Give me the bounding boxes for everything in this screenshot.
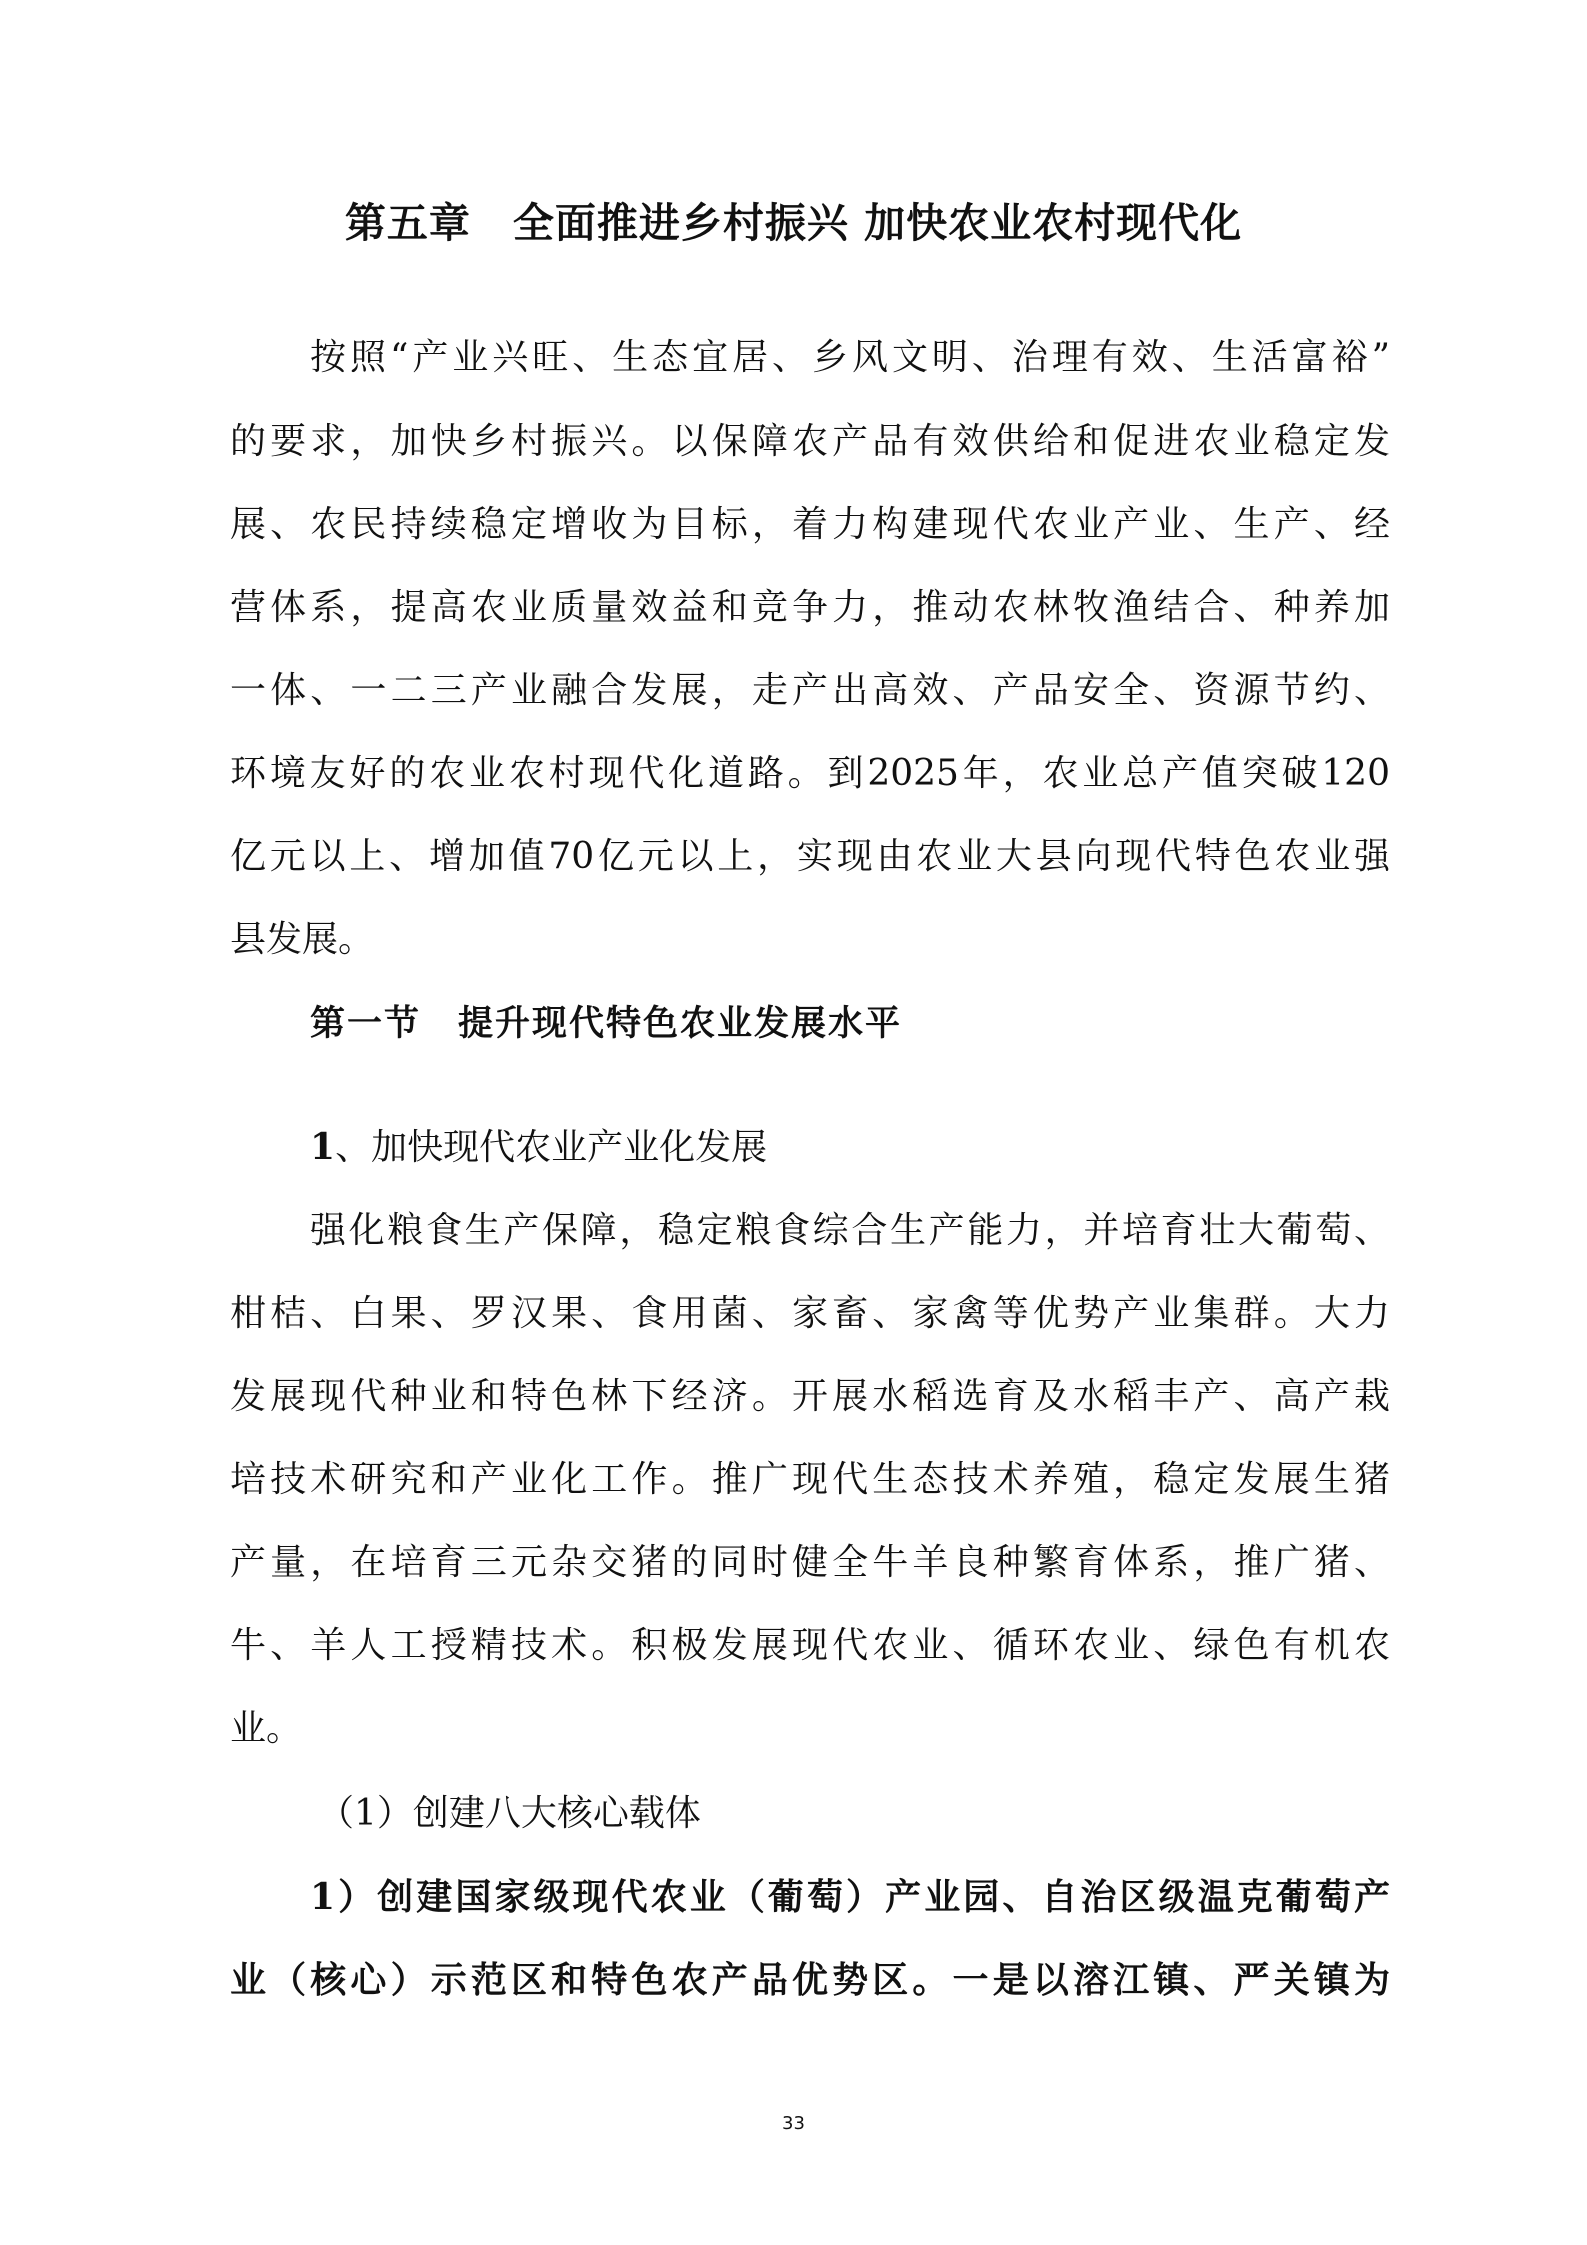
page-number: 33 — [782, 2113, 805, 2134]
para1-line-3: 发展现代种业和特色林下经济。开展水稻选育及水稻丰产、高产栽 — [230, 1376, 1390, 1417]
intro-line-2: 的要求，加快乡村振兴。以保障农产品有效供给和促进农业稳定发 — [230, 421, 1390, 462]
intro-line-8: 县发展。 — [230, 919, 375, 960]
chapter-title: 第五章 全面推进乡村振兴 加快农业农村现代化 — [344, 199, 1243, 247]
intro-line-7: 亿元以上、增加值70亿元以上，实现由农业大县向现代特色农业强 — [230, 836, 1390, 877]
intro-line-5: 一体、一二三产业融合发展，走产出高效、产品安全、资源节约、 — [230, 670, 1390, 711]
intro-line-6: 环境友好的农业农村现代化道路。到2025年，农业总产值突破120 — [230, 753, 1390, 794]
item-heading: （1）创建八大核心载体 — [318, 1793, 701, 1834]
item1-1-line-1: 1）创建国家级现代农业（葡萄）产业园、自治区级温克葡萄产 — [310, 1876, 1390, 1918]
subsection-title: 、加快现代农业产业化发展 — [335, 1127, 768, 1168]
section-title: 第一节 提升现代特色农业发展水平 — [310, 1003, 903, 1044]
item1-1-line-2: 业（核心）示范区和特色农产品优势区。一是以溶江镇、严关镇为 — [230, 1959, 1390, 2001]
intro-line-1: 按照“产业兴旺、生态宜居、乡风文明、治理有效、生活富裕” — [310, 337, 1390, 378]
para1-line-6: 牛、羊人工授精技术。积极发展现代农业、循环农业、绿色有机农 — [230, 1625, 1390, 1666]
subsection-heading — [310, 1123, 767, 1172]
para1-line-4: 培技术研究和产业化工作。推广现代生态技术养殖，稳定发展生猪 — [230, 1459, 1390, 1500]
para1-line-7: 业。 — [230, 1708, 303, 1749]
para1-line-5: 产量，在培育三元杂交猪的同时健全牛羊良种繁育体系，推广猪、 — [230, 1542, 1390, 1583]
para1-line-2: 柑桔、白果、罗汉果、食用菌、家畜、家禽等优势产业集群。大力 — [230, 1293, 1390, 1334]
intro-line-3: 展、农民持续稳定增收为目标，着力构建现代农业产业、生产、经 — [230, 504, 1390, 545]
intro-line-4: 营体系，提高农业质量效益和竞争力，推动农林牧渔结合、种养加 — [230, 587, 1390, 628]
para1-line-1: 强化粮食生产保障，稳定粮食综合生产能力，并培育壮大葡萄、 — [310, 1210, 1390, 1251]
subsection-number: 1 — [310, 1126, 336, 1168]
